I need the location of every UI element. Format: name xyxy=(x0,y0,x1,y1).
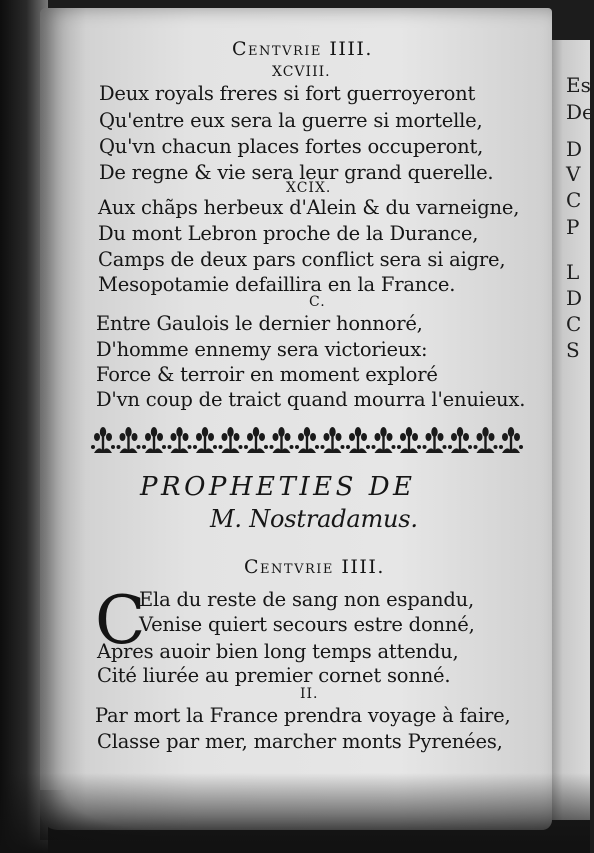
fleuron-icon xyxy=(499,427,523,453)
fleuron-icon xyxy=(321,427,345,453)
fleuron-icon xyxy=(142,427,166,453)
facing-page-fragment: De xyxy=(566,100,594,124)
verse-line: Aux chãps herbeux d'Alein & du varneigne, xyxy=(98,196,520,219)
fleuron-icon xyxy=(295,427,319,453)
century-heading: Centvrie IIII. xyxy=(244,556,385,578)
fleuron-icon xyxy=(91,427,115,453)
verse-line: De regne & vie sera leur grand querelle. xyxy=(99,161,494,184)
fleuron-icon xyxy=(448,427,472,453)
verse-line: D'homme ennemy sera victorieux: xyxy=(96,338,428,361)
verse-line: Classe par mer, marcher monts Pyrenées, xyxy=(97,730,503,753)
facing-page-fragment: D xyxy=(566,286,583,310)
verse-line: Cité liurée au premier cornet sonné. xyxy=(97,664,451,687)
bottom-shadow xyxy=(0,773,590,853)
facing-page-fragment: L xyxy=(566,260,580,284)
quatrain-number: II. xyxy=(300,686,319,702)
verse-line: D'vn coup de traict quand mourra l'enuieux. xyxy=(96,388,526,411)
fleuron-icon xyxy=(270,427,294,453)
fleuron-icon xyxy=(346,427,370,453)
facing-page-edge xyxy=(548,40,594,820)
fleuron-icon xyxy=(244,427,268,453)
fleuron-icon xyxy=(474,427,498,453)
section-title: PROPHETIES DE xyxy=(140,472,416,502)
verse-line: Entre Gaulois le dernier honnoré, xyxy=(96,312,423,335)
verse-line: Qu'vn chacun places fortes occuperont, xyxy=(99,135,484,158)
verse-line: Du mont Lebron proche de la Durance, xyxy=(98,222,479,245)
drop-cap: C xyxy=(95,582,146,659)
verse-line: Ela du reste de sang non espandu, xyxy=(139,588,474,611)
quatrain-number: XCVIII. xyxy=(272,64,331,80)
verse-line: Mesopotamie defaillira en la France. xyxy=(98,273,456,296)
fleuron-icon xyxy=(219,427,243,453)
facing-page-fragment: S xyxy=(566,338,580,362)
fleuron-icon xyxy=(117,427,141,453)
verse-line: Deux royals freres si fort guerroyeront xyxy=(99,82,476,105)
facing-page-fragment: C xyxy=(566,312,582,336)
fleuron-icon xyxy=(397,427,421,453)
verse-line: Apres auoir bien long temps attendu, xyxy=(97,640,459,663)
facing-page-fragment: D xyxy=(566,137,583,161)
facing-page-fragment: V xyxy=(566,162,581,186)
facing-page-fragment: Es xyxy=(566,73,591,97)
verse-line: Qu'entre eux sera la guerre si mortelle, xyxy=(99,109,483,132)
verse-line: Par mort la France prendra voyage à faire, xyxy=(95,704,511,727)
quatrain-number: C. xyxy=(309,294,326,310)
author-line: M. Nostradamus. xyxy=(210,505,418,533)
facing-page-fragment: C xyxy=(566,188,582,212)
verse-line: Force & terroir en moment exploré xyxy=(96,363,438,386)
verse-line: Camps de deux pars conflict sera si aigre, xyxy=(98,248,506,271)
quatrain-number: XCIX. xyxy=(286,180,332,196)
verse-line: Venise quiert secours estre donné, xyxy=(139,613,475,636)
fleuron-icon xyxy=(193,427,217,453)
fleuron-icon xyxy=(168,427,192,453)
fleuron-icon xyxy=(372,427,396,453)
running-header: Centvrie IIII. xyxy=(232,38,373,60)
fleuron-icon xyxy=(423,427,447,453)
fleuron-ornament-band xyxy=(93,425,533,459)
facing-page-fragment: P xyxy=(566,215,580,239)
